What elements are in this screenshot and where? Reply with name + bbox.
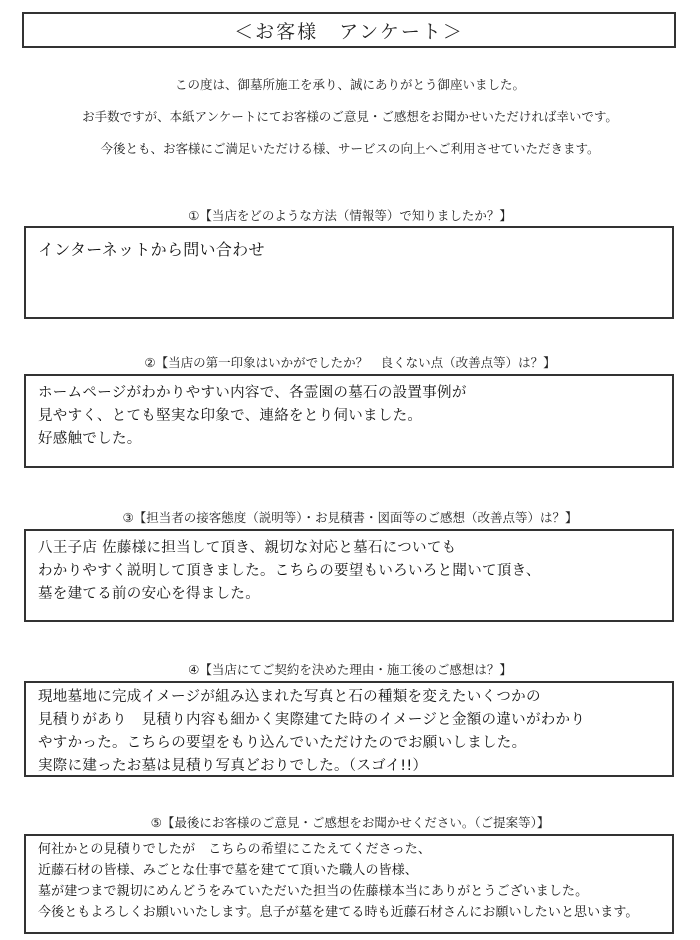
intro-line-2: お手数ですが、本紙アンケートにてお客様のご意見・ご感想をお聞かせいただければ幸いです。 — [82, 109, 618, 124]
answer-2-box — [24, 374, 674, 468]
answer-4-line: 現地墓地に完成イメージが組み込まれた写真と石の種類を変えたいくつかの — [38, 689, 541, 705]
answer-4-line: 見積りがあり 見積り内容も細かく実際建てた時のイメージと金額の違いがわかり — [38, 712, 586, 728]
answer-4-box — [24, 681, 674, 777]
answer-2-line: 見やすく、とても堅実な印象で、連絡をとり伺いました。 — [38, 408, 423, 424]
answer-5-line: 何社かとの見積りでしたが こちらの希望にこたえてくださった、 — [38, 842, 432, 857]
intro-line-3: 今後とも、お客様にご満足いただける様、サービスの向上へご利用させていただきます。 — [100, 141, 600, 156]
answer-4-line: やすかった。こちらの要望をもり込んでいただけたのでお願いしました。 — [38, 735, 527, 751]
answer-3-line: 八王子店 佐藤様に担当して頂き、親切な対応と墓石についても — [38, 540, 457, 556]
answer-3-box — [24, 529, 674, 622]
answer-1-box — [24, 226, 674, 319]
question-3-heading: ③【担当者の接客態度（説明等）・お見積書・図面等のご感想（改善点等）は？】 — [122, 510, 578, 525]
answer-2-line: ホームページがわかりやすい内容で、各霊園の墓石の設置事例が — [38, 385, 467, 401]
question-1-heading: ①【当店をどのような方法（情報等）で知りましたか？】 — [188, 208, 512, 223]
question-4-heading: ④【当店にてご契約を決めた理由・施工後のご感想は？】 — [188, 662, 512, 677]
answer-1-line: インターネットから問い合わせ — [38, 240, 265, 259]
survey-title-box — [22, 12, 676, 48]
answer-5-line: 墓が建つまで親切にめんどうをみていただいた担当の佐藤様本当にありがとうございました。 — [38, 884, 589, 899]
answer-4-line: 実際に建ったお墓は見積り写真どおりでした。（スゴイ!!） — [38, 758, 428, 774]
answer-5-line: 近藤石材の皆様、みごとな仕事で墓を建てて頂いた職人の皆様、 — [38, 863, 418, 878]
answer-3-line: 墓を建てる前の安心を得ました。 — [38, 586, 260, 602]
question-2-heading: ②【当店の第一印象はいかがでしたか？ 良くない点（改善点等）は？】 — [144, 355, 556, 370]
answer-3-line: わかりやすく説明して頂きました。こちらの要望もいろいろと聞いて頂き、 — [38, 563, 541, 579]
question-5-heading: ⑤【最後にお客様のご意見・ご感想をお聞かせください。（ご提案等）】 — [150, 815, 550, 830]
answer-5-box — [24, 834, 674, 934]
answer-5-line: 今後ともよろしくお願いいたします。息子が墓を建てる時も近藤石材さんにお願いしたいと思います。 — [38, 905, 639, 920]
answer-2-line: 好感触でした。 — [38, 431, 142, 447]
intro-line-1: この度は、御墓所施工を承り、誠にありがとう御座いました。 — [174, 77, 525, 92]
survey-title: ＜お客様 アンケート＞ — [234, 20, 464, 43]
